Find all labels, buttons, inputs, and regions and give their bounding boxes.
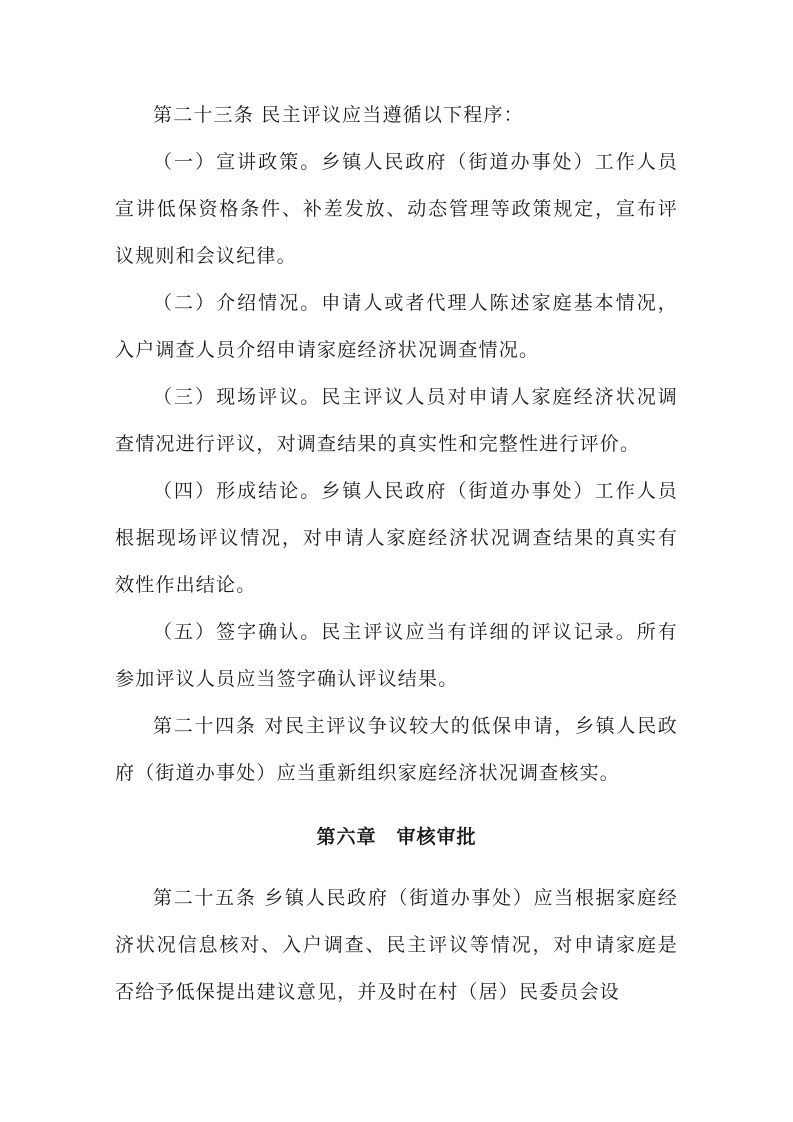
chapter-title: 第六章 审核审批 — [316, 826, 477, 848]
article-24: 第二十四条 对民主评议争议较大的低保申请，乡镇人民政府（街道办事处）应当重新组织家庭经济状况调查核实。 — [115, 715, 678, 784]
article-23-heading: 第二十三条 民主评议应当遵循以下程序： — [153, 104, 524, 126]
procedure-item-1: （一）宣讲政策。乡镇人民政府（街道办事处）工作人员宣讲低保资格条件、补差发放、动态管理等政策规定，宣布评议规则和会议纪律。 — [115, 151, 678, 267]
procedure-item-2: （二）介绍情况。申请人或者代理人陈述家庭基本情况，入户调查人员介绍申请家庭经济状况调查情况。 — [115, 292, 678, 361]
procedure-item-4: （四）形成结论。乡镇人民政府（街道办事处）工作人员根据现场评议情况，对申请人家庭经济状况调查结果的真实有效性作出结论。 — [115, 480, 678, 596]
procedure-item-5: （五）签字确认。民主评议应当有详细的评议记录。所有参加评议人员应当签字确认评议结果。 — [115, 621, 678, 690]
article-25: 第二十五条 乡镇人民政府（街道办事处）应当根据家庭经济状况信息核对、入户调查、民主评议等情况，对申请家庭是否给予低保提出建议意见，并及时在村（居）民委员会设 — [115, 887, 678, 1003]
procedure-item-3: （三）现场评议。民主评议人员对申请人家庭经济状况调查情况进行评议，对调查结果的真实性和完整性进行评价。 — [115, 386, 678, 455]
